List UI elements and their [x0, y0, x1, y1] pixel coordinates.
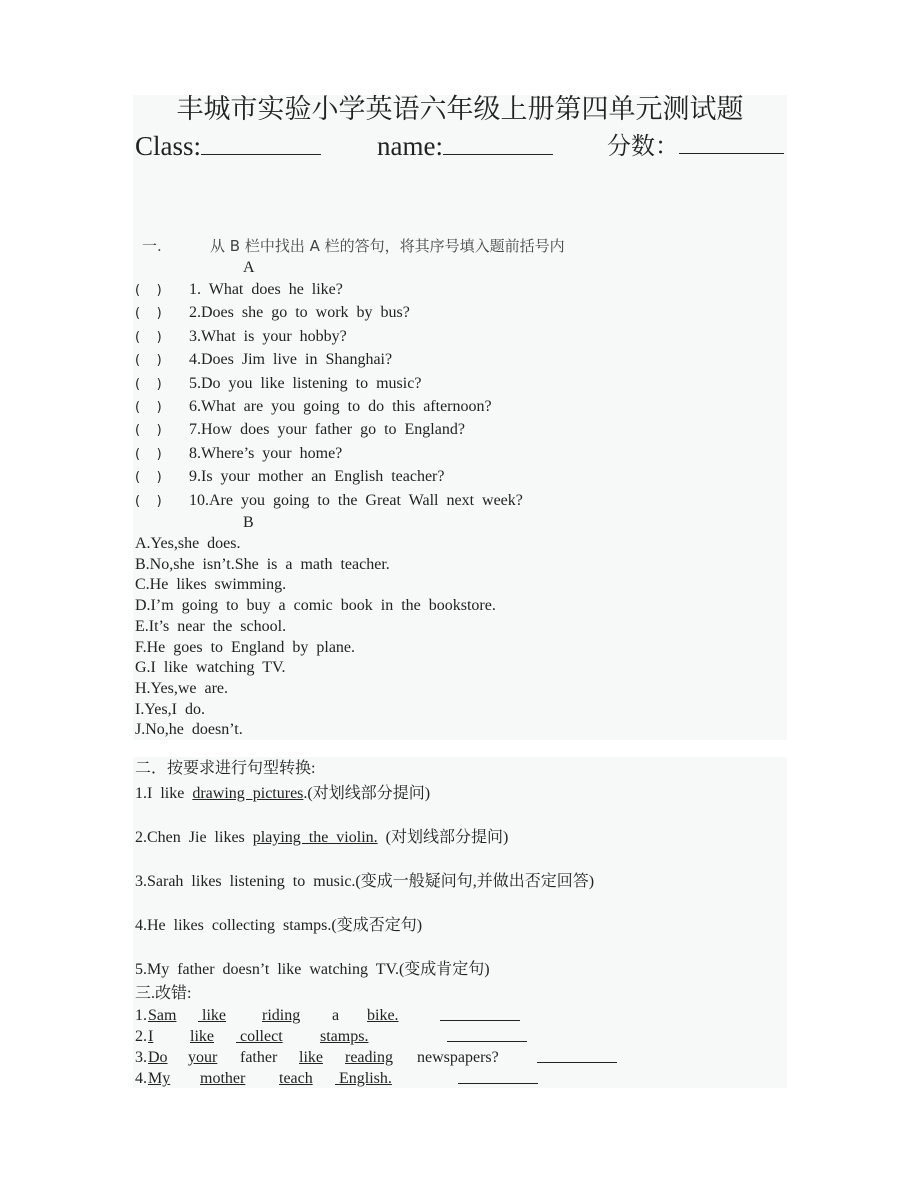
answer-option: I.Yes,I do. — [135, 700, 205, 718]
sentence-word: bike. — [367, 1007, 399, 1024]
answer-bracket: ( ) — [135, 329, 162, 345]
underlined-part: playing the violin. — [252, 829, 378, 846]
transformation-item — [135, 916, 422, 936]
item-text: 1.I like — [135, 785, 193, 802]
underlined-part: drawing pictures — [192, 785, 304, 802]
answer-option: D.I’m going to buy a comic book in the bookstore. — [135, 597, 496, 615]
sentence-word: English. — [335, 1070, 392, 1087]
sentence-word: like — [198, 1007, 226, 1024]
section1-number: 一. — [142, 237, 162, 255]
item-text: 5.My father doesn’t like watching TV.(变成肯定句) — [135, 961, 490, 978]
answer-bracket: ( ) — [135, 446, 162, 462]
item-number: 4. — [135, 1070, 147, 1087]
score-field: 分数： — [607, 128, 784, 164]
transformation-item — [135, 828, 508, 848]
item-text: 3.Sarah likes listening to music.(变成一般疑问句,并做出否定回答) — [135, 873, 595, 890]
column-b-label: B — [243, 514, 254, 531]
transformation-item — [135, 784, 430, 804]
item-text: 4.He likes collecting stamps.(变成否定句) — [135, 917, 423, 934]
answer-bracket: ( ) — [135, 376, 162, 392]
answer-bracket: ( ) — [135, 493, 162, 509]
question-text: 9.Is your mother an English teacher? — [189, 468, 445, 486]
question-item — [135, 467, 444, 488]
answer-bracket: ( ) — [135, 470, 162, 486]
item-instruction: .(对划线部分提问) — [303, 785, 431, 802]
page-title: 丰城市实验小学英语六年级上册第四单元测试题 — [176, 94, 744, 125]
sentence-word: Do — [148, 1049, 168, 1066]
item-number: 3. — [135, 1049, 147, 1066]
question-text: 8.Where’s your home? — [189, 444, 343, 462]
correction-blank[interactable] — [447, 1041, 527, 1042]
question-item — [135, 397, 492, 418]
correction-blank[interactable] — [537, 1062, 617, 1063]
question-text: 7.How does your father go to England? — [189, 421, 465, 439]
question-text: 10.Are you going to the Great Wall next week? — [189, 491, 523, 509]
item-instruction: (对划线部分提问) — [377, 829, 509, 846]
question-item — [135, 444, 342, 465]
answer-bracket: ( ) — [135, 423, 162, 439]
question-text: 4.Does Jim live in Shanghai? — [189, 351, 393, 369]
sentence-word: mother — [200, 1070, 246, 1087]
name-field: name: — [377, 128, 553, 164]
answer-option: F.He goes to England by plane. — [135, 638, 356, 656]
sentence-word: like — [299, 1049, 323, 1066]
sentence-word: reading — [345, 1049, 393, 1066]
sentence-word: collect — [236, 1028, 283, 1045]
question-text: 6.What are you going to do this afternoon? — [189, 398, 492, 415]
question-text: 2.Does she go to work by bus? — [189, 304, 410, 322]
transformation-item — [135, 960, 490, 980]
answer-option: B.No,she isn’t.She is a math teacher. — [135, 555, 390, 573]
answer-bracket: ( ) — [135, 353, 162, 369]
sentence-word: stamps. — [320, 1028, 369, 1045]
correction-blank[interactable] — [440, 1020, 520, 1021]
column-a-label: A — [243, 259, 255, 276]
sentence-word: like — [190, 1028, 214, 1045]
sentence-word: riding — [262, 1007, 301, 1024]
question-item — [135, 374, 421, 395]
question-text: 3.What is your hobby? — [189, 327, 347, 345]
sentence-word: father — [240, 1049, 278, 1066]
sentence-word: Sam — [148, 1007, 177, 1024]
transformation-item — [135, 872, 594, 892]
sentence-word: My — [148, 1070, 171, 1087]
answer-option: C.He likes swimming. — [135, 576, 287, 594]
answer-option: H.Yes,we are. — [135, 679, 229, 697]
answer-bracket: ( ) — [135, 400, 162, 415]
sentence-word: teach — [279, 1070, 313, 1087]
correction-blank[interactable] — [458, 1083, 538, 1084]
question-text: 5.Do you like listening to music? — [189, 374, 422, 392]
answer-option: G.I like watching TV. — [135, 659, 286, 677]
question-item — [135, 420, 465, 441]
answer-option: J.No,he doesn’t. — [135, 721, 243, 739]
question-item — [135, 280, 343, 301]
section3-heading: 三.改错: — [135, 985, 192, 1002]
question-item — [135, 491, 523, 512]
question-item — [135, 303, 410, 324]
item-number: 2. — [135, 1028, 147, 1045]
section1-heading: 从 B 栏中找出 A 栏的答句，将其序号填入题前括号内 — [210, 237, 565, 255]
question-item — [135, 327, 347, 348]
question-item — [135, 350, 392, 371]
sentence-word: a — [332, 1007, 340, 1024]
question-text: 1. What does he like? — [189, 281, 343, 298]
sentence-word: your — [188, 1049, 218, 1066]
answer-option: E.It’s near the school. — [135, 617, 287, 635]
answer-bracket: ( ) — [135, 283, 162, 298]
answer-option: A.Yes,she does. — [135, 535, 241, 552]
answer-bracket: ( ) — [135, 306, 162, 322]
item-text: 2.Chen Jie likes — [135, 829, 253, 846]
sentence-word: I — [148, 1028, 154, 1045]
section2-heading: 二．按要求进行句型转换: — [135, 760, 316, 777]
class-field: Class: — [135, 128, 321, 164]
sentence-word: newspapers? — [417, 1049, 499, 1066]
item-number: 1. — [135, 1007, 147, 1024]
